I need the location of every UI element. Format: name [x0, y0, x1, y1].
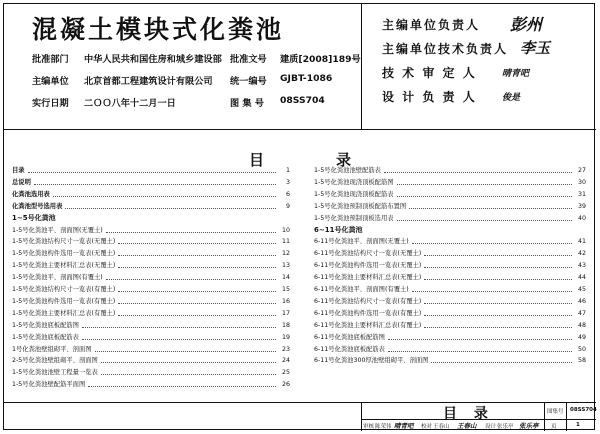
toc-page-number: 3	[285, 178, 290, 186]
role-label: 主编单位负责人	[382, 18, 481, 32]
toc-entry-label: 1-5号化粪池主要材料汇总表(无覆土)	[12, 262, 116, 270]
toc-dot-leader	[388, 339, 572, 340]
toc-entry	[314, 178, 586, 187]
toc-dot-leader	[424, 315, 572, 316]
drawing-sheet	[3, 3, 595, 430]
toc-entry	[314, 356, 586, 365]
approval-value: 二ＯＯ八年十二月一日	[84, 98, 176, 109]
toc-entry	[314, 249, 586, 258]
approval-key: 图 集 号	[230, 98, 264, 109]
toc-dot-leader	[409, 208, 572, 209]
review-label: 审核	[363, 424, 375, 430]
toc-dot-leader	[397, 196, 572, 197]
toc-page-number: 50	[577, 345, 586, 353]
toc-page-number: 58	[577, 357, 586, 365]
toc-dot-leader	[65, 208, 276, 209]
toc-page-number: 17	[281, 309, 290, 317]
title-block-row-line	[361, 419, 596, 420]
toc-entry	[314, 214, 586, 223]
toc-page-number: 23	[281, 345, 290, 353]
toc-dot-leader	[106, 232, 276, 233]
checker-name: 王春山	[433, 424, 450, 430]
toc-entry-label: 总说明	[12, 178, 31, 186]
toc-dot-leader	[424, 255, 572, 256]
toc-page-number: 42	[577, 250, 586, 258]
toc-entry-label: 1-5号化粪池平、剖面图(无覆土)	[12, 226, 103, 234]
toc-entry-label: 1-5号化粪池底板配筋表	[12, 333, 79, 341]
toc-dot-leader	[412, 243, 572, 244]
toc-dot-leader	[82, 327, 276, 328]
toc-page-number: 15	[281, 286, 290, 293]
signature: 张乐亭	[519, 422, 539, 430]
toc-entry	[12, 249, 290, 258]
toc-page-number: 1	[285, 167, 290, 174]
approval-value: 08SS704	[280, 95, 325, 106]
toc-section-heading	[12, 214, 290, 223]
toc-entry	[314, 345, 586, 354]
toc-entry-label: 6-11号化粪池平、剖面图(无覆土)	[314, 238, 409, 246]
toc-entry	[12, 297, 290, 306]
approval-key: 统一编号	[230, 76, 267, 87]
toc-entry	[314, 237, 586, 246]
toc-dot-leader	[424, 327, 572, 328]
toc-entry-label: 1-5号化粪池池壁配筋表	[314, 167, 381, 174]
toc-entry	[12, 166, 290, 175]
design-label: 设计	[485, 424, 497, 430]
toc-page-number: 14	[281, 274, 290, 282]
toc-entry-label: 1-5号化粪池壁配筋平面图	[12, 381, 86, 389]
approval-key: 主编单位	[32, 76, 69, 87]
atlas-no-label: 图集号	[547, 409, 564, 415]
toc-entry	[314, 321, 586, 330]
role-label: 技 术 审 定 人	[382, 66, 477, 80]
toc-dot-leader	[412, 291, 572, 292]
toc-page-number: 18	[281, 321, 290, 329]
toc-page-number: 10	[281, 226, 290, 234]
page-number: 1	[576, 422, 580, 428]
toc-dot-leader	[88, 386, 276, 387]
toc-entry-label: 目录	[12, 167, 25, 174]
toc-entry	[314, 166, 586, 175]
toc-page-number: 13	[281, 262, 290, 270]
toc-entry-label: 1-5号化粪池平、剖面图(有覆土)	[12, 274, 103, 282]
toc-dot-leader	[53, 196, 276, 197]
toc-entry-label: 1-5号化粪池主要材料汇总表(有覆土)	[12, 309, 116, 317]
toc-dot-leader	[424, 267, 572, 268]
toc-dot-leader	[101, 362, 276, 363]
toc-entry	[12, 333, 290, 342]
toc-entry-label: 6-11号化粪池主要材料汇总表(有覆土)	[314, 321, 422, 329]
toc-page-number: 39	[577, 202, 586, 210]
toc-page-number: 11	[281, 238, 290, 246]
toc-entry-label: 化粪池型号选用表	[12, 202, 63, 210]
toc-dot-leader	[424, 303, 572, 304]
responsible-persons	[361, 4, 596, 129]
toc-page-number: 9	[285, 202, 290, 210]
toc-entry-label: 6~11号化粪池	[314, 225, 363, 234]
signature: 晴青吧	[394, 422, 414, 430]
toc-entry	[314, 273, 586, 282]
toc-entry-label: 1-5号化粪池结构尺寸一览表(有覆土)	[12, 286, 116, 293]
page-label: 页	[551, 424, 557, 430]
toc-page-number: 44	[577, 274, 586, 282]
toc-page-number: 6	[285, 190, 290, 198]
toc-dot-leader	[106, 279, 276, 280]
approval-value: 中华人民共和国住房和城乡建设部	[84, 54, 222, 65]
title-block-divider	[544, 402, 545, 431]
signature: 俊是	[502, 93, 521, 103]
toc-entry	[12, 345, 290, 354]
toc-entry-label: 1-5号化粪池预制顶板选用表	[314, 214, 394, 222]
toc-dot-leader	[118, 243, 276, 244]
toc-page-number: 24	[281, 357, 290, 365]
toc-entry-label: 1号化粪池壁组砌平、剖面图	[12, 345, 92, 353]
sheet-title: 目 录	[443, 406, 494, 422]
signature: 晴青吧	[502, 69, 530, 79]
toc-dot-leader	[397, 220, 572, 221]
toc-entry	[314, 297, 586, 306]
toc-entry	[12, 309, 290, 318]
approval-key: 实行日期	[32, 98, 69, 109]
toc-entry-label: 1-5号化粪池池壁工程量一览表	[12, 369, 98, 377]
toc-entry-label: 1-5号化粪池底板配筋图	[12, 321, 79, 329]
toc-entry-label: 1-5号化粪池构件选用一览表(有覆土)	[12, 297, 116, 305]
toc-heading-left: 目	[249, 151, 265, 169]
toc-dot-leader	[118, 315, 276, 316]
toc-dot-leader	[118, 303, 276, 304]
toc-dot-leader	[118, 255, 276, 256]
toc-entry	[314, 261, 586, 270]
toc-entry	[12, 380, 290, 389]
toc-dot-leader	[82, 339, 276, 340]
toc-entry	[12, 356, 290, 365]
toc-entry-label: 1-5号化粪池结构尺寸一览表(无覆土)	[12, 238, 116, 246]
toc-entry-label: 1-5号化粪池现浇顶板配筋图	[314, 178, 394, 186]
toc-entry-label: 6-11号化粪池结构尺寸一览表(有覆土)	[314, 297, 422, 305]
toc-page-number: 43	[577, 262, 586, 270]
toc-page-number: 47	[577, 309, 586, 317]
toc-dot-leader	[118, 267, 276, 268]
toc-entry-label: 1-5号化粪池构件选用一览表(无覆土)	[12, 250, 116, 258]
role-label: 主编单位技术负责人	[382, 42, 509, 56]
approval-key: 批准文号	[230, 54, 267, 65]
toc-entry	[314, 285, 586, 294]
toc-entry	[314, 202, 586, 211]
toc-entry	[12, 226, 290, 235]
toc-entry	[314, 333, 586, 342]
toc-entry-label: 1-5号化粪池现浇顶板配筋表	[314, 190, 394, 198]
toc-page-number: 26	[281, 381, 290, 389]
toc-dot-leader	[384, 172, 572, 173]
toc-page-number: 49	[577, 333, 586, 341]
toc-page-number: 30	[577, 178, 586, 186]
toc-entry-label: 1-5号化粪池预制顶板配筋布置图	[314, 202, 407, 210]
designer-name: 张乐亭	[497, 424, 514, 430]
toc-entry	[12, 321, 290, 330]
toc-entry-label: 6-11号化粪池底板配筋表	[314, 345, 385, 353]
toc-dot-leader	[95, 351, 276, 352]
toc-entry	[12, 368, 290, 377]
toc-entry-label: 2-5号化粪池壁组砌平、剖面图	[12, 357, 98, 365]
toc-entry-label: 6-11号化粪池底板配筋图	[314, 333, 385, 341]
toc-dot-leader	[424, 279, 572, 280]
toc-entry	[12, 178, 290, 187]
toc-page-number: 45	[577, 286, 586, 293]
toc-page-number: 31	[577, 190, 586, 198]
toc-entry	[12, 202, 290, 211]
header-info	[4, 4, 360, 129]
toc-dot-leader	[28, 172, 276, 173]
toc-entry-label: 6-11号化粪池构件选用一览表(有覆土)	[314, 309, 422, 317]
approval-value: GJBT-1086	[280, 73, 333, 84]
toc-entry-label: 6-11号化粪池构件选用一览表(无覆土)	[314, 262, 422, 270]
toc-dot-leader	[431, 362, 572, 363]
toc-entry	[314, 190, 586, 199]
toc-entry-label: 1~5号化粪池	[12, 213, 56, 222]
toc-dot-leader	[101, 374, 276, 375]
check-label: 校对	[421, 424, 433, 430]
toc-entry	[12, 285, 290, 294]
toc-section-heading	[314, 226, 586, 235]
atlas-title: 混凝土模块式化粪池	[32, 15, 285, 44]
toc-entry-label: 6-11号化粪池平、剖面图(有覆土)	[314, 286, 409, 293]
atlas-no: 08SS704	[570, 407, 597, 413]
toc-page-number: 27	[577, 167, 586, 174]
signature: 彭州	[510, 15, 543, 34]
toc-page-number: 46	[577, 297, 586, 305]
toc-page-number: 16	[281, 297, 290, 305]
approval-value: 北京首都工程建筑设计有限公司	[84, 76, 213, 87]
title-block	[361, 402, 596, 431]
toc-entry-label: 6-11号化粪池主要材料汇总表(无覆土)	[314, 274, 422, 282]
toc-entry-label: 化粪池选用表	[12, 190, 50, 198]
toc-entry	[12, 261, 290, 270]
title-block-divider	[566, 402, 567, 431]
approval-key: 批准部门	[32, 54, 69, 65]
toc-page-number: 48	[577, 321, 586, 329]
signature: 李玉	[520, 39, 551, 57]
role-label: 设 计 负 责 人	[382, 90, 477, 104]
approval-value: 建质[2008]189号	[280, 54, 361, 65]
toc-dot-leader	[397, 184, 572, 185]
toc-heading-right: 录	[336, 151, 352, 169]
toc-dot-leader	[118, 291, 276, 292]
toc-page-number: 25	[281, 369, 290, 377]
toc-dot-leader	[388, 351, 572, 352]
toc-entry	[12, 190, 290, 199]
toc-page-number: 19	[281, 333, 290, 341]
toc-entry-label: 6-11号化粪池结构尺寸一览表(无覆土)	[314, 250, 422, 258]
toc-dot-leader	[34, 184, 276, 185]
signature: 王春山	[457, 422, 477, 430]
toc-page-number: 41	[577, 238, 586, 246]
toc-entry	[12, 273, 290, 282]
toc-page-number: 12	[281, 250, 290, 258]
toc-page-number: 40	[577, 214, 586, 222]
toc-entry	[314, 309, 586, 318]
header-divider	[4, 129, 596, 130]
toc-entry-label: 6-11号化粪池300厚池壁组砌平、剖面图	[314, 357, 429, 365]
toc-entry	[12, 237, 290, 246]
reviewer-name: 陈荣伟	[375, 424, 392, 430]
